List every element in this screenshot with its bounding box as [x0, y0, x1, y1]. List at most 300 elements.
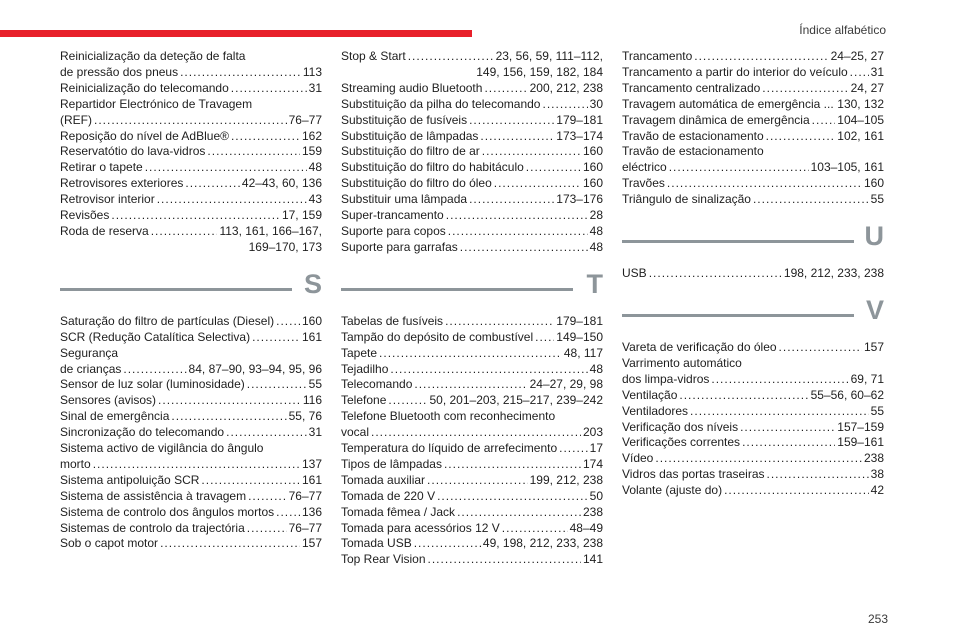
- index-entry-row: [622, 160, 884, 176]
- index-entry: [622, 356, 884, 388]
- index-entry-pages: 55–56, 60–62: [810, 387, 884, 402]
- index-entry-heading: Segurança: [60, 345, 119, 360]
- dot-leader: [171, 409, 286, 425]
- index-entry: [622, 404, 884, 420]
- index-entry: [341, 489, 603, 505]
- dot-leader: [559, 441, 588, 457]
- dot-leader: [655, 451, 862, 467]
- index-entry-pages: 55, 76: [288, 409, 322, 424]
- index-entry-pages: 157: [863, 339, 884, 354]
- index-entry-row: [60, 176, 322, 192]
- index-entry-heading: Travão de estacionamento: [622, 144, 764, 159]
- header-accent-bar: [0, 30, 472, 37]
- index-entry: [60, 536, 322, 552]
- dot-leader: [408, 49, 494, 65]
- index-entry-label: Sistema antipoluição SCR: [60, 472, 200, 487]
- dot-leader: [231, 81, 307, 97]
- index-entry-pages: 49, 198, 212, 233, 238: [482, 536, 603, 551]
- index-entry-pages: 24–27, 29, 98: [529, 377, 603, 392]
- dot-leader: [460, 240, 588, 256]
- index-entry-row: [60, 192, 322, 208]
- dot-leader: [724, 483, 869, 499]
- index-entry: [60, 144, 322, 160]
- index-entry-row: [341, 521, 603, 537]
- index-entry: [60, 489, 322, 505]
- index-entry-row: [60, 473, 322, 489]
- index-entry: [341, 314, 603, 330]
- index-entry: [60, 129, 322, 145]
- index-entry-pages: 103–105, 161: [810, 160, 884, 175]
- page-header-title: Índice alfabético: [799, 23, 886, 37]
- index-entry-pages: 48: [589, 223, 603, 238]
- index-entry-pages: 102, 161: [837, 128, 884, 143]
- index-entry-row: [622, 467, 884, 483]
- section-letter: U: [864, 221, 884, 252]
- index-entry-label: Tejadilho: [341, 361, 389, 376]
- index-entry-row: [341, 552, 603, 568]
- index-entry-row: [341, 314, 603, 330]
- index-entry-pages: 160: [582, 144, 603, 159]
- index-entry-row: [341, 224, 603, 240]
- index-entry-row: [60, 81, 322, 97]
- index-entry-pages: 69, 71: [850, 371, 884, 386]
- dot-leader: [445, 314, 554, 330]
- index-entry-pages: 42: [870, 483, 884, 498]
- section-divider-s: [60, 265, 322, 309]
- dot-leader: [111, 208, 280, 224]
- index-entry: [341, 441, 603, 457]
- dot-leader: [151, 224, 218, 240]
- index-entry-pages: 28: [589, 208, 603, 223]
- index-entry-row: [60, 65, 322, 81]
- index-entry-row: [60, 314, 322, 330]
- dot-leader: [669, 160, 809, 176]
- index-entry-row: [341, 377, 603, 393]
- index-entry-label: Sob o capot motor: [60, 536, 159, 551]
- index-entry-row: [622, 372, 884, 388]
- index-entry-row: [60, 505, 322, 521]
- index-entry-pages: 42–43, 60, 136: [241, 176, 322, 191]
- index-entry-row: [341, 346, 603, 362]
- dot-leader: [494, 176, 581, 192]
- index-entry: [341, 97, 603, 113]
- index-entry-pages: 30: [589, 96, 603, 111]
- index-entry-label: Sinal de emergência: [60, 409, 170, 424]
- section-rule: [622, 240, 854, 243]
- dot-leader: [850, 65, 869, 81]
- index-entry-pages: 31: [308, 80, 322, 95]
- index-entry-pages: 173–176: [556, 192, 603, 207]
- index-entry-row: [341, 144, 603, 160]
- dot-leader: [753, 192, 869, 208]
- index-entry-label: Telefone: [341, 393, 387, 408]
- index-entry: [341, 536, 603, 552]
- index-entry-row: [622, 451, 884, 467]
- index-entry-row: [622, 81, 884, 97]
- dot-leader: [158, 393, 301, 409]
- index-entry: [341, 473, 603, 489]
- index-entry-row: [622, 49, 884, 65]
- dot-leader: [444, 457, 581, 473]
- dot-leader: [482, 144, 581, 160]
- index-entry: [60, 521, 322, 537]
- index-entry: [622, 483, 884, 499]
- index-entry-pages: 179–181: [556, 313, 603, 328]
- dot-leader: [502, 521, 568, 537]
- dot-leader: [390, 362, 587, 378]
- index-entry-pages: 24, 27: [850, 80, 884, 95]
- index-entry: [60, 425, 322, 441]
- index-entry-label: (REF): [60, 112, 92, 127]
- index-entry-pages: 238: [582, 504, 603, 519]
- index-entry-label: Tomada de 220 V: [341, 488, 436, 503]
- index-entry-row: [341, 489, 603, 505]
- index-entry: [341, 409, 603, 441]
- index-entry-label: Tomada para acessórios 12 V: [341, 520, 500, 535]
- index-entry-row: [60, 409, 322, 425]
- index-entry-label: Ventiladores: [622, 403, 689, 418]
- index-entry-row: [341, 457, 603, 473]
- index-entry: [622, 340, 884, 356]
- dot-leader: [180, 65, 301, 81]
- index-entry: [341, 505, 603, 521]
- index-entry: [60, 176, 322, 192]
- index-entry-row: [60, 129, 322, 145]
- dot-leader: [428, 552, 581, 568]
- index-entry-label: eléctrico: [622, 160, 667, 175]
- dot-leader: [437, 489, 588, 505]
- index-entry-heading: Reinicialização da deteção de falta: [60, 49, 246, 63]
- index-entry-row: [341, 81, 603, 97]
- index-entry: [341, 346, 603, 362]
- dot-leader: [157, 192, 307, 208]
- index-entry-pages: 198, 212, 233, 238: [783, 266, 884, 281]
- dot-leader: [690, 404, 869, 420]
- dot-leader: [185, 176, 240, 192]
- index-entry-pages: 174: [582, 456, 603, 471]
- index-entry: [622, 435, 884, 451]
- index-entry-pages: 173–174: [556, 128, 603, 143]
- dot-leader: [469, 192, 554, 208]
- index-entry-row: [60, 489, 322, 505]
- index-entry: [622, 129, 884, 145]
- index-entry-row: [341, 208, 603, 224]
- dot-leader: [123, 362, 186, 378]
- index-entry-label: Triângulo de sinalização: [622, 192, 751, 207]
- index-entry-row: [341, 176, 603, 192]
- index-entry-label: Tipos de lâmpadas: [341, 456, 442, 471]
- index-entry-pages: 179–181: [556, 112, 603, 127]
- index-entry-pages: 130, 132: [837, 96, 884, 111]
- dot-leader: [469, 113, 554, 129]
- dot-leader: [201, 473, 300, 489]
- index-entry: [622, 420, 884, 436]
- index-entry-label: Travão de estacionamento: [622, 128, 764, 143]
- index-entry-row: [60, 425, 322, 441]
- dot-leader: [457, 505, 581, 521]
- index-entry-label: vocal: [341, 425, 370, 440]
- section-divider-u: [622, 217, 884, 261]
- index-entry-label: Suporte para copos: [341, 223, 446, 238]
- index-entry-label: USB: [622, 266, 647, 281]
- index-entry: [622, 144, 884, 176]
- dot-leader: [767, 467, 869, 483]
- index-entry-row: [60, 113, 322, 129]
- index-entry-pages: 31: [308, 425, 322, 440]
- index-entry-label: Travagem automática de emergência ...: [622, 96, 834, 111]
- index-entry-row: [341, 97, 603, 113]
- index-entry-pages: 160: [582, 160, 603, 175]
- index-entry-row: [622, 404, 884, 420]
- index-entry: [341, 81, 603, 97]
- dot-leader: [145, 160, 307, 176]
- index-entry-label: Tomada auxiliar: [341, 472, 426, 487]
- index-entry-pages: 157–159: [837, 419, 884, 434]
- index-entry-pages: 76–77: [288, 488, 322, 503]
- index-entry-row: [341, 192, 603, 208]
- dot-leader: [711, 372, 848, 388]
- index-entry-label: Retrovisores exteriores: [60, 176, 184, 191]
- index-entry-row: [622, 340, 884, 356]
- index-entry-row: [341, 393, 603, 409]
- index-entry: [60, 441, 322, 473]
- index-entry-pages: 55: [870, 403, 884, 418]
- index-entry: [341, 49, 603, 81]
- index-entry-label: Reposição do nível de AdBlue®: [60, 128, 229, 143]
- index-entry-pages: 24–25, 27: [830, 49, 884, 63]
- index-entry: [341, 224, 603, 240]
- section-letter: S: [303, 268, 322, 299]
- index-entry-pages: 149–150: [556, 329, 603, 344]
- dot-leader: [740, 420, 835, 436]
- index-entry-label: Sensores (avisos): [60, 393, 157, 408]
- index-entry-label: Reservatótio do lava-vidros: [60, 144, 206, 159]
- index-entry-label: Top Rear Vision: [341, 552, 426, 567]
- index-entry: [341, 552, 603, 568]
- index-entry-pages: 84, 87–90, 93–94, 95, 96: [188, 361, 322, 376]
- index-entry: [622, 451, 884, 467]
- section-rule: [622, 314, 854, 317]
- index-entry-label: Vídeo: [622, 451, 654, 466]
- dot-leader: [526, 160, 581, 176]
- dot-leader: [94, 113, 287, 129]
- index-entry-label: Volante (ajuste do): [622, 483, 723, 498]
- index-entry-pages: 203: [582, 425, 603, 440]
- dot-leader: [649, 266, 782, 282]
- dot-leader: [231, 129, 300, 145]
- index-entry-row: [622, 113, 884, 129]
- dot-leader: [667, 176, 862, 192]
- index-entry-label: Super-trancamento: [341, 208, 444, 223]
- index-entry-label: Vidros das portas traseiras: [622, 467, 765, 482]
- index-entry-label: Ventilação: [622, 387, 678, 402]
- index-entry: [60, 393, 322, 409]
- index-entry-label: SCR (Redução Catalítica Selectiva): [60, 329, 251, 344]
- index-entry: [341, 113, 603, 129]
- index-entry-heading: Telefone Bluetooth com reconhecimento: [341, 409, 556, 424]
- dot-leader: [379, 346, 562, 362]
- index-entry-row: [341, 441, 603, 457]
- section-letter: V: [865, 294, 884, 325]
- index-entry-heading: Varrimento automático: [622, 355, 742, 370]
- index-entry: [60, 346, 322, 378]
- dot-leader: [247, 521, 287, 537]
- index-entry: [622, 81, 884, 97]
- index-entry-row: [60, 393, 322, 409]
- index-entry: [622, 266, 884, 282]
- index-entry-label: Substituição de lâmpadas: [341, 128, 479, 143]
- index-entry-pages: 113: [302, 64, 322, 79]
- dot-leader: [207, 144, 300, 160]
- index-entry-label: Travagem dinâmica de emergência: [622, 112, 810, 127]
- index-entry: [341, 393, 603, 409]
- dot-leader: [247, 377, 307, 393]
- index-entry-row: [341, 362, 603, 378]
- index-entry-label: Substituição da pilha do telecomando: [341, 96, 541, 111]
- index-entry-label: de pressão dos pneus: [60, 64, 179, 79]
- index-entry-label: Travões: [622, 176, 665, 191]
- index-entry: [622, 49, 884, 65]
- index-entry: [622, 113, 884, 129]
- dot-leader: [371, 425, 581, 441]
- index-entry-label: Substituição do filtro do óleo: [341, 176, 492, 191]
- index-entry-row: [60, 224, 322, 240]
- dot-leader: [679, 388, 808, 404]
- dot-leader: [248, 489, 287, 505]
- index-entry-heading: Sistema activo de vigilância do ângulo: [60, 441, 264, 456]
- index-entry-label: Substituição do filtro de ar: [341, 144, 480, 159]
- dot-leader: [388, 393, 427, 409]
- index-entry-pages: 48–49: [569, 520, 603, 535]
- index-entry-pages: 200, 212, 238: [529, 80, 603, 95]
- index-entry: [341, 362, 603, 378]
- index-entry-label: Trancamento: [622, 49, 693, 63]
- index-entry-label: Sistemas de controlo da trajectória: [60, 520, 245, 535]
- dot-leader: [276, 505, 300, 521]
- index-entry-label: Sensor de luz solar (luminosidade): [60, 377, 245, 392]
- index-entry-pages: 48, 117: [563, 345, 603, 360]
- index-entry-row: [60, 362, 322, 378]
- index-entry-label: Substituição de fusíveis: [341, 112, 468, 127]
- index-entry-label: morto: [60, 456, 91, 471]
- index-entry-row: [60, 521, 322, 537]
- index-entry-label: Verificação dos níveis: [622, 419, 739, 434]
- index-entry-label: Verificações correntes: [622, 435, 741, 450]
- index-entry-pages: 50: [589, 488, 603, 503]
- index-entry-pages: 48: [589, 361, 603, 376]
- index-entry-row: [341, 49, 603, 65]
- index-entry-label: Retrovisor interior: [60, 192, 155, 207]
- index-entry-pages: 161: [301, 472, 322, 487]
- index-entry-label: Sistema de controlo dos ângulos mortos: [60, 504, 275, 519]
- index-entry-row: [60, 377, 322, 393]
- index-entry-pages-continued: 169–170, 173: [248, 239, 322, 254]
- index-entry: [341, 176, 603, 192]
- index-entry-pages: 238: [863, 451, 884, 466]
- index-entry-pages: 48: [308, 160, 322, 175]
- index-entry-row: [341, 536, 603, 552]
- index-entry-row: [60, 160, 322, 176]
- index-entry: [341, 521, 603, 537]
- index-entry: [622, 97, 884, 113]
- dot-leader: [226, 425, 307, 441]
- index-entry: [622, 388, 884, 404]
- index-entry-row: [622, 192, 884, 208]
- index-entry-label: Suporte para garrafas: [341, 239, 458, 254]
- section-rule: [60, 288, 292, 291]
- index-entry: [341, 208, 603, 224]
- index-entry: [60, 224, 322, 256]
- dot-leader: [779, 340, 862, 356]
- index-entry-row: [341, 473, 603, 489]
- index-entry-label: Substituição do filtro do habitáculo: [341, 160, 524, 175]
- index-entry-label: de crianças: [60, 361, 122, 376]
- index-entry-label: Telecomando: [341, 377, 413, 392]
- index-entry: [341, 129, 603, 145]
- index-entry-pages: 104–105: [837, 112, 884, 127]
- index-entry-label: Tomada fêmea / Jack: [341, 504, 456, 519]
- index-entry-row: [341, 129, 603, 145]
- index-entry-pages: 160: [863, 176, 884, 191]
- index-entry-pages: 160: [582, 176, 603, 191]
- index-entry: [622, 65, 884, 81]
- index-entry-pages: 137: [301, 456, 322, 471]
- index-entry-pages: 160: [301, 313, 322, 328]
- index-entry-row: [622, 129, 884, 145]
- section-rule: [341, 288, 573, 291]
- dot-leader: [742, 435, 835, 451]
- dot-leader: [448, 224, 588, 240]
- index-entry-pages: 161: [301, 329, 322, 344]
- index-entry: [622, 192, 884, 208]
- index-entry-pages: 55: [308, 377, 322, 392]
- dot-leader: [484, 81, 527, 97]
- index-entry: [60, 314, 322, 330]
- index-entry-row: [622, 435, 884, 451]
- index-entry: [60, 81, 322, 97]
- index-entry-pages: 76–77: [288, 520, 322, 535]
- index-entry-row: [622, 97, 884, 113]
- index-entry-row: [341, 505, 603, 521]
- index-entry-pages: 199, 212, 238: [529, 472, 603, 487]
- dot-leader: [427, 473, 528, 489]
- dot-leader: [812, 113, 836, 129]
- index-entry-label: Retirar o tapete: [60, 160, 143, 175]
- index-entry-heading: Repartidor Electrónico de Travagem: [60, 96, 253, 111]
- index-entry-pages: 31: [870, 64, 884, 79]
- index-entry-pages: 17: [589, 441, 603, 456]
- index-entry: [341, 160, 603, 176]
- index-entry-label: Trancamento a partir do interior do veículo: [622, 64, 848, 79]
- dot-leader: [414, 536, 481, 552]
- index-entry-row: [60, 208, 322, 224]
- index-entry-pages-continued: 149, 156, 159, 182, 184: [476, 64, 603, 79]
- index-entry-pages: 162: [301, 128, 322, 143]
- dot-leader: [535, 330, 554, 346]
- index-entry-label: Saturação do filtro de partículas (Diesel): [60, 313, 275, 328]
- index-entry: [60, 160, 322, 176]
- index-entry: [622, 176, 884, 192]
- section-divider-v: [622, 291, 884, 335]
- index-entry-pages: 141: [582, 552, 603, 567]
- index-entry-row: [622, 388, 884, 404]
- index-entry-label: Stop & Start: [341, 49, 406, 63]
- index-entry: [60, 330, 322, 346]
- index-entry: [60, 505, 322, 521]
- index-entry: [341, 144, 603, 160]
- index-entry-label: Reinicialização do telecomando: [60, 80, 229, 95]
- index-entry-row: [341, 113, 603, 129]
